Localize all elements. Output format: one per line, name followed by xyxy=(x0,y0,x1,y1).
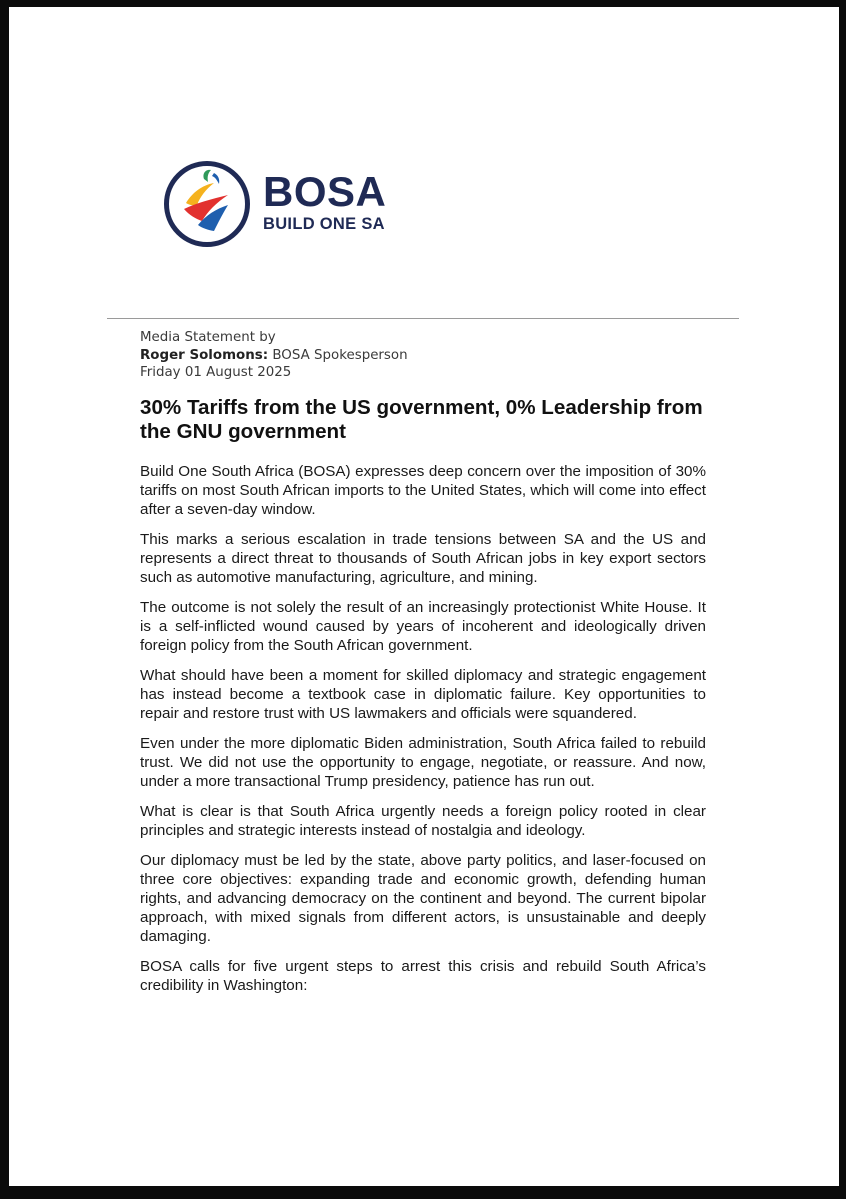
document-page xyxy=(9,7,839,1186)
page-title: 30% Tariffs from the US government, 0% Leadership from the GNU government xyxy=(140,396,703,443)
bosa-emblem-icon xyxy=(162,159,252,249)
speaker-line xyxy=(140,347,408,365)
speaker-role: BOSA Spokesperson xyxy=(268,347,408,363)
paragraph: Build One South Africa (BOSA) expresses deep concern over the imposition of 30% tariffs on most South African imports to the United States, which will come into effect after a seven-day window. xyxy=(140,463,706,518)
paragraph: BOSA calls for five urgent steps to arrest this crisis and rebuild South Africa’s credibility in Washington: xyxy=(140,958,706,994)
statement-date: Friday 01 August 2025 xyxy=(140,365,292,380)
statement-type: Media Statement by xyxy=(140,330,276,345)
paragraph: What should have been a moment for skilled diplomacy and strategic engagement has instead become a textbook case in diplomatic failure. Key opportunities to repair and restore trust with US lawmakers and officials were squandered. xyxy=(140,667,706,722)
statement-meta xyxy=(140,329,408,382)
statement-body xyxy=(140,462,706,1006)
logo-tagline: BUILD ONE SA xyxy=(263,215,385,233)
paragraph: What is clear is that South Africa urgently needs a foreign policy rooted in clear principles and strategic interests instead of nostalgia and ideology. xyxy=(140,803,706,839)
paragraph: Even under the more diplomatic Biden administration, South Africa failed to rebuild trust. We did not use the opportunity to engage, negotiate, or reassure. And now, under a more transactional Trump presidency, patience has run out. xyxy=(140,735,706,790)
header-divider xyxy=(107,318,739,319)
speaker-name: Roger Solomons: xyxy=(140,347,269,363)
paragraph: The outcome is not solely the result of an increasingly protectionist White House. It is a self-inflicted wound caused by years of incoherent and ideologically driven foreign policy from the South African government. xyxy=(140,599,706,654)
bosa-logo xyxy=(162,159,402,255)
paragraph: Our diplomacy must be led by the state, above party politics, and laser-focused on three core objectives: expanding trade and economic growth, defending human rights, and advancing democracy on the continent and beyond. The current bipolar approach, with mixed signals from different actors, is unsustainable and deeply damaging. xyxy=(140,852,706,945)
paragraph: This marks a serious escalation in trade tensions between SA and the US and represents a direct threat to thousands of South African jobs in key export sectors such as automotive manufacturing, agriculture, and mining. xyxy=(140,531,706,586)
logo-wordmark: BOSA xyxy=(263,168,387,215)
